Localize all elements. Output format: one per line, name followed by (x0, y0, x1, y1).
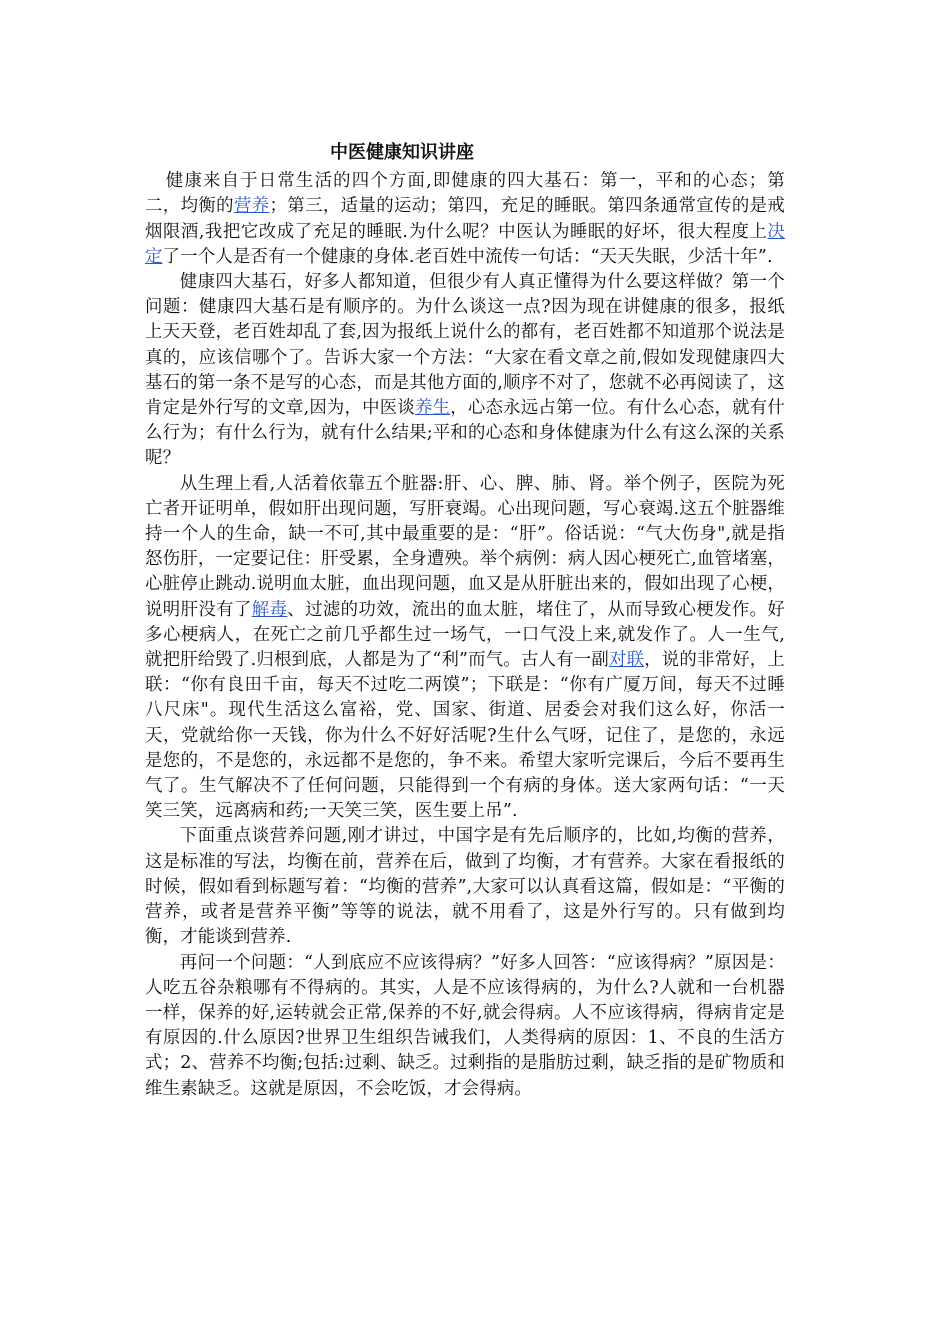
paragraph-text: 再问一个问题：“人到底应不应该得病？”好多人回答：“应该得病？”原因是：人吃五谷杂粮哪有不得病的。其实，人是不应该得病的，为什么?人就和一台机器一样，保养的好,运转就会正常,保养的不好,就会得病。人不应该得病，得病肯定是有原因的.什么原因?世界卫生组织告诫我们，人类得病的原因：1、不良的生活方式；2、营养不均衡;包括:过剩、缺乏。过剩指的是脂肪过剩，缺乏指的是矿物质和维生素缺乏。这就是原因，不会吃饭，才会得病。 (145, 952, 785, 1099)
paragraph-text: ，说的非常好，上联：“你有良田千亩，每天不过吃二两馍”；下联是：“你有广厦万间，每天不过睡八尺床"。现代生活这么富裕，党、国家、街道、居委会对我们这么好，你活一天，党就给你一天钱，你为什么不好好活呢?生什么气呀，记住了，是您的，永远是您的，不是您的，永远都不是您的，争不来。希望大家听完课后，今后不要再生气了。生气解决不了任何问题，只能得到一个有病的身体。送大家两句话：“一天笑三笑，远离病和药;一天笑三笑，医生要上吊”. (145, 650, 785, 822)
link-yangsheng[interactable]: 养生 (415, 398, 451, 419)
document-body (145, 169, 785, 1102)
link-jueding[interactable]: 决定 (145, 221, 785, 267)
paragraph-text: 下面重点谈营养问题,刚才讲过，中国字是有先后顺序的，比如,均衡的营养，这是标准的写法，均衡在前，营养在后，做到了均衡，才有营养。大家在看报纸的时候，假如看到标题写着：“均衡的营养”,大家可以认真看这篇，假如是：“平衡的营养，或者是营养平衡”等等的说法，就不用看了，这是外行写的。只有做到均衡，才能谈到营养. (145, 826, 785, 948)
paragraph (145, 951, 785, 1102)
link-duilian[interactable]: 对联 (608, 650, 645, 671)
paragraph (145, 270, 785, 472)
paragraph-text: ；第三，适量的运动；第四，充足的睡眠。第四条通常宣传的是戒烟限酒,我把它改成了充足的睡眠.为什么呢？中医认为睡眠的好坏，很大程度上 (145, 196, 785, 242)
paragraph-text: 了一个人是否有一个健康的身体.老百姓中流传一句话：“天天失眠，少活十年”. (162, 246, 773, 267)
link-yingyang[interactable]: 营养 (233, 196, 270, 217)
document-page (145, 140, 785, 1102)
paragraph-text: 健康来自于日常生活的四个方面,即健康的四大基石：第一，平和的心态；第二，均衡的 (145, 171, 785, 217)
document-title: 中医健康知识讲座 (330, 142, 474, 163)
paragraph-text: 从生理上看,人活着依靠五个脏器:肝、心、脾、肺、肾。举个例子，医院为死亡者开证明单，假如肝出现问题，写肝衰竭。心出现问题，写心衰竭.这五个脏器维持一个人的生命，缺一不可,其中最重要的是：“肝”。俗话说：“气大伤身",就是指怒伤肝，一定要记住：肝受累，全身遭殃。举个病例：病人因心梗死亡,血管堵塞，心脏停止跳动.说明血太脏，血出现问题，血又是从肝脏出来的，假如出现了心梗，说明肝没有了 (145, 473, 785, 620)
paragraph-text: 健康四大基石，好多人都知道，但很少有人真正懂得为什么要这样做？第一个问题：健康四大基石是有顺序的。为什么谈这一点?因为现在讲健康的很多，报纸上天天登，老百姓却乱了套,因为报纸上说什么的都有，老百姓都不知道那个说法是真的，应该信哪个了。告诉大家一个方法：“大家在看文章之前,假如发现健康四大基石的第一条不是写的心态，而是其他方面的,顺序不对了，您就不必再阅读了，这肯定是外行写的文章,因为，中医谈 (145, 272, 785, 419)
paragraph (145, 824, 785, 950)
paragraph (145, 472, 785, 825)
paragraph-text: 、过滤的功效，流出的血太脏，堵住了，从而导致心梗发作。好多心梗病人，在死亡之前几乎都生过一场气，一口气没上来,就发作了。人一生气,就把肝给毁了.归根到底，人都是为了“利”而气。古人有一副 (145, 599, 786, 671)
paragraph (145, 169, 785, 270)
link-jiedu[interactable]: 解毒 (251, 599, 288, 620)
paragraph-text: ，心态永远占第一位。有什么心态，就有什么行为；有什么行为，就有什么结果;平和的心态和身体健康为什么有这么深的关系呢？ (145, 398, 785, 469)
